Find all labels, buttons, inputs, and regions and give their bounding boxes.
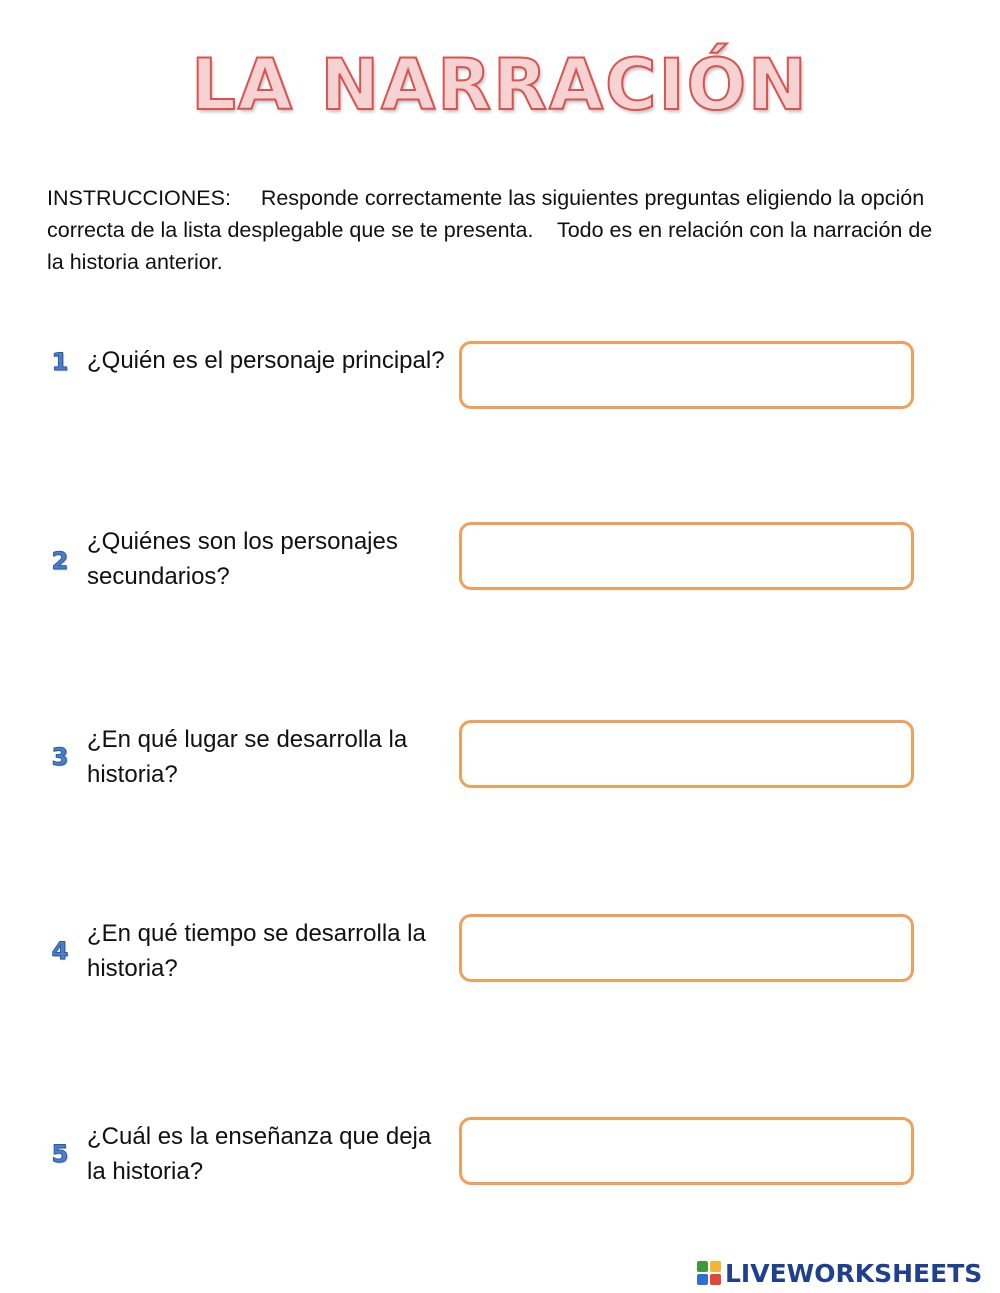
logo-tile-blue bbox=[697, 1274, 708, 1285]
number-5-icon: 5 bbox=[51, 1140, 69, 1168]
number-3-icon: 3 bbox=[51, 743, 69, 771]
answer-dropdown-1[interactable] bbox=[459, 341, 914, 409]
question-3-text: ¿En qué lugar se desarrolla la historia? bbox=[87, 726, 408, 788]
question-5-text: ¿Cuál es la enseñanza que deja la historia? bbox=[87, 1123, 432, 1185]
question-1-text: ¿Quién es el personaje principal? bbox=[87, 347, 445, 374]
liveworksheets-logo[interactable] bbox=[697, 1256, 982, 1290]
number-1-icon: 1 bbox=[51, 348, 69, 376]
page-title: LA NARRACIÓN bbox=[191, 44, 809, 126]
logo-tile-yellow bbox=[710, 1261, 721, 1272]
logo-tile-red bbox=[710, 1274, 721, 1285]
answer-dropdown-3[interactable] bbox=[459, 720, 914, 788]
instructions-text: INSTRUCCIONES: Responde correctamente las siguientes preguntas eligiendo la opción correcta de la lista desplegable que se te presenta. Todo es en relación con la narración de la historia anterior. bbox=[47, 186, 939, 274]
logo-text: LIVEWORKSHEETS bbox=[725, 1258, 983, 1288]
answer-dropdown-4[interactable] bbox=[459, 914, 914, 982]
logo-tiles-icon bbox=[697, 1261, 721, 1285]
question-4-text: ¿En qué tiempo se desarrolla la historia? bbox=[87, 920, 426, 982]
answer-dropdown-2[interactable] bbox=[459, 522, 914, 590]
logo-tile-green bbox=[697, 1261, 708, 1272]
question-2-text: ¿Quiénes son los personajes secundarios? bbox=[87, 528, 398, 590]
number-4-icon: 4 bbox=[51, 937, 69, 965]
number-2-icon: 2 bbox=[51, 547, 69, 575]
answer-dropdown-5[interactable] bbox=[459, 1117, 914, 1185]
